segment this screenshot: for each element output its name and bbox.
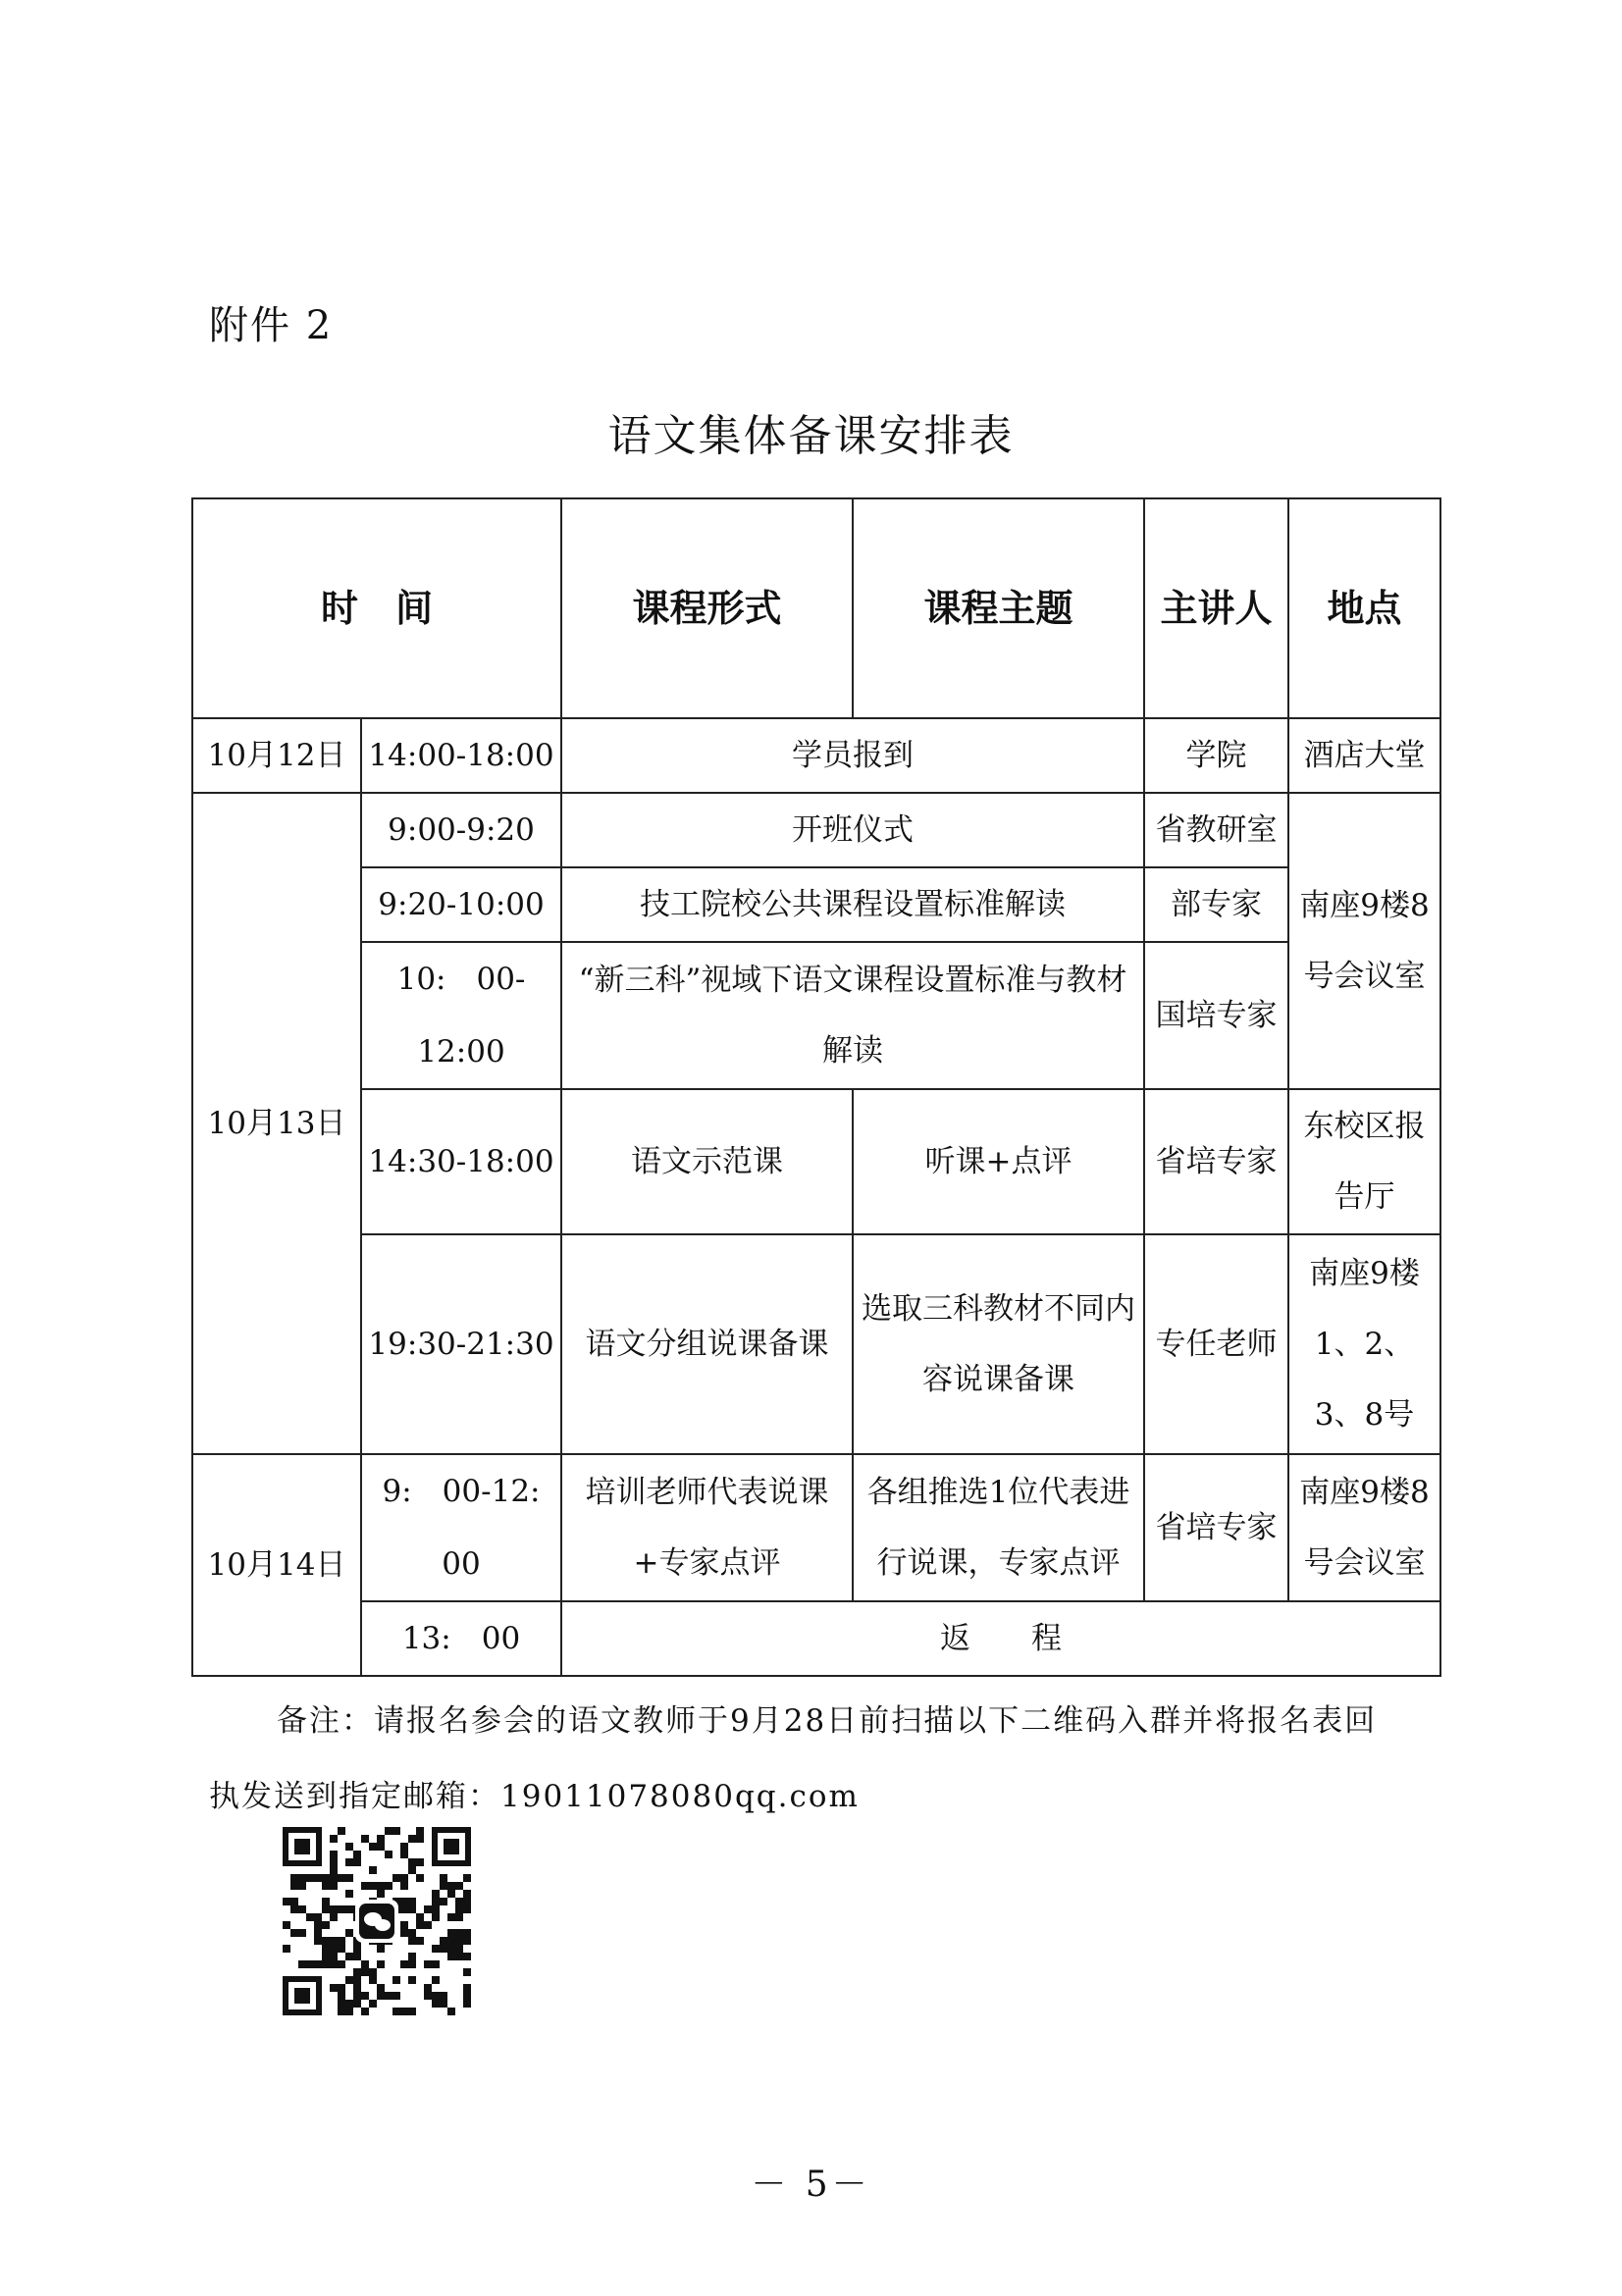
attachment-label: 附件 2	[209, 303, 334, 348]
table-row	[192, 1601, 1440, 1676]
note-line-1: 备注：请报名参会的语文教师于9月28日前扫描以下二维码入群并将报名表回	[277, 1703, 1378, 1739]
header-time: 时 间	[192, 498, 561, 718]
date-cell: 10月14日	[192, 1454, 361, 1676]
table-row	[192, 793, 1440, 867]
topic-cell: 各组推选1位代表进行说课，专家点评	[853, 1454, 1144, 1601]
time-cell: 14:30-18:00	[361, 1089, 561, 1234]
date-cell: 10月13日	[192, 793, 361, 1454]
topic-cell: 选取三科教材不同内容说课备课	[853, 1234, 1144, 1454]
table-row	[192, 867, 1440, 942]
activity-cell: 技工院校公共课程设置标准解读	[561, 867, 1144, 942]
activity-cell: 返 程	[561, 1601, 1440, 1676]
time-cell: 13: 00	[361, 1601, 561, 1676]
table-row	[192, 718, 1440, 793]
header-venue: 地点	[1288, 498, 1440, 718]
speaker-cell: 专任老师	[1144, 1234, 1288, 1454]
speaker-cell: 省培专家	[1144, 1089, 1288, 1234]
speaker-cell: 部专家	[1144, 867, 1288, 942]
venue-cell: 东校区报告厅	[1288, 1089, 1440, 1234]
format-cell: 语文示范课	[561, 1089, 853, 1234]
header-course-format: 课程形式	[561, 498, 853, 718]
table-row	[192, 1089, 1440, 1234]
activity-cell: 开班仪式	[561, 793, 1144, 867]
qr-code-icon	[283, 1827, 471, 2015]
venue-cell: 南座9楼8号会议室	[1288, 793, 1440, 1089]
header-speaker: 主讲人	[1144, 498, 1288, 718]
format-cell: 语文分组说课备课	[561, 1234, 853, 1454]
venue-cell: 酒店大堂	[1288, 718, 1440, 793]
speaker-cell: 省教研室	[1144, 793, 1288, 867]
schedule-table	[191, 497, 1441, 1677]
time-cell: 9:00-9:20	[361, 793, 561, 867]
page-number: － 5－	[751, 2165, 871, 2205]
time-cell: 19:30-21:30	[361, 1234, 561, 1454]
venue-cell: 南座9楼8号会议室	[1288, 1454, 1440, 1601]
venue-cell: 南座9楼1、2、3、8号	[1288, 1234, 1440, 1454]
date-cell: 10月12日	[192, 718, 361, 793]
topic-cell: 听课+点评	[853, 1089, 1144, 1234]
speaker-cell: 国培专家	[1144, 942, 1288, 1089]
activity-cell: 学员报到	[561, 718, 1144, 793]
time-cell: 9:20-10:00	[361, 867, 561, 942]
page-title: 语文集体备课安排表	[607, 411, 1015, 461]
table-header-row	[192, 498, 1440, 718]
time-cell: 14:00-18:00	[361, 718, 561, 793]
time-cell: 9: 00-12: 00	[361, 1454, 561, 1601]
speaker-cell: 省培专家	[1144, 1454, 1288, 1601]
speaker-cell: 学院	[1144, 718, 1288, 793]
activity-cell: “新三科”视域下语文课程设置标准与教材解读	[561, 942, 1144, 1089]
header-course-topic: 课程主题	[853, 498, 1144, 718]
note-line-2: 执发送到指定邮箱：19011078080qq.com	[209, 1779, 860, 1814]
table-row	[192, 1454, 1440, 1601]
format-cell: 培训老师代表说课+专家点评	[561, 1454, 853, 1601]
table-row	[192, 942, 1440, 1089]
time-cell: 10: 00-12:00	[361, 942, 561, 1089]
table-row	[192, 1234, 1440, 1454]
